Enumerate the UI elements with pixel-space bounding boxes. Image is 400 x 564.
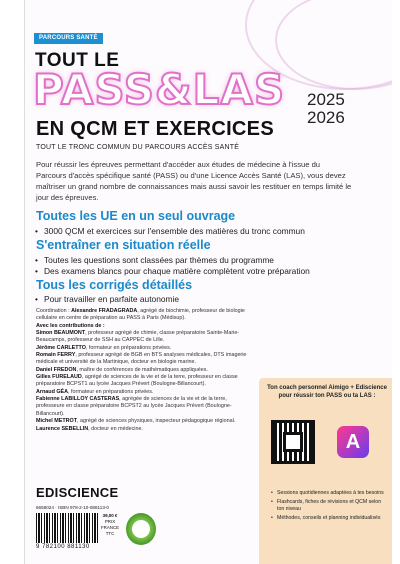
contributor: Laurence SEBELLIN, docteur en médecine.: [36, 425, 143, 432]
price: 39,00 €: [102, 513, 118, 518]
barcode-number: 9 782100 881130: [36, 544, 90, 550]
promo-title: Ton coach personnel Aimigo + Ediscience pour réussir ton PASS ou ta LAS :: [267, 385, 387, 399]
coordinator-name: Alexandre FRADAGRADA: [71, 308, 138, 314]
title-main: PASS&LAS: [33, 65, 286, 114]
price-box: [101, 513, 119, 537]
promo-box: [259, 378, 392, 564]
price-country: FRANCE: [101, 525, 120, 530]
aimigo-app-icon: A: [337, 426, 369, 458]
section-title: Toutes les UE en un seul ouvrage: [36, 209, 236, 223]
coordination-line: Coordination : Alexandre FRADAGRADA, agrégé de biochimie, professeur de biologie cellulaire en centre de préparation au PASS à Paris (Médisup).: [36, 308, 245, 322]
section-bullet: • 3000 QCM et exercices sur l'ensemble des matières du tronc commun: [44, 226, 305, 236]
category-badge: PARCOURS SANTÉ: [34, 33, 103, 44]
contributor: Simon BEAUMONT, professeur agrégé de chimie, classe préparatoire Sainte-Marie-Beaucamps, professeur de SSH au CAPPEC de Lille.: [36, 330, 240, 344]
contributor: Daniel FREDON, maître de conférences de mathématiques appliquées.: [36, 366, 208, 373]
promo-bullet: • Méthodes, conseils et planning individualisés: [271, 515, 389, 523]
contributor: Romain FERRY, professeur agrégé de BGB en BTS analyses médicales, DTS imagerie médicale et université de la Martinique, docteur en biologie marine.: [36, 352, 247, 366]
title-prefix: TOUT LE: [35, 50, 120, 71]
eco-seal-icon: [126, 513, 156, 545]
price-label: PRIX: [104, 519, 116, 524]
contributor: Jérôme CARLETTO, formateur en préparations privées.: [36, 344, 172, 351]
tagline: TOUT LE TRONC COMMUN DU PARCOURS ACCÈS SANTÉ: [36, 144, 240, 151]
contributor: Fabienne LABILLOY CASTERAS, agrégée de sciences de la vie et de la terre, professeure en classe préparatoire BCPST2 au lycée Jacques Prévert (Boulogne-Billancourt).: [36, 396, 232, 417]
credits: [36, 308, 252, 433]
barcode-icon: [36, 513, 98, 543]
section-title: S'entraîner en situation réelle: [36, 238, 211, 252]
qr-code-icon[interactable]: [271, 420, 315, 464]
promo-bullets: [271, 490, 389, 523]
section-bullet: • Des examens blancs pour chaque matière complètent votre préparation: [44, 266, 310, 276]
qr-center-icon: [283, 432, 303, 452]
contributor: Michel METROT, agrégé de sciences physiques, inspecteur pédagogique régional.: [36, 418, 236, 425]
contributor: Gilles FURELAUD, agrégé de sciences de la vie et de la terre, professeur en classe préparatoire BCPST1 au lycée Jacques Prévert (Boulogne-Billancourt).: [36, 374, 238, 388]
contributor: Arnaud GÉA, formateur en préparations privées.: [36, 388, 154, 395]
intro-paragraph: Pour réussir les épreuves permettant d'accéder aux études de médecine à l'issue du Parcours d'accès spécifique santé (PASS) ou d'une Licence Accès Santé (LAS), vous devez maîtriser un grand nombre de connaissances mais aussi savoir les restituer en temps limité le jour des épreuves.: [36, 160, 352, 202]
isbn-line: 6658024 · ISBN 978-2-10-088113-0: [36, 505, 109, 510]
section-bullet: • Pour travailler en parfaite autonomie: [44, 294, 179, 304]
contributions-label: Avec les contributions de :: [36, 322, 105, 329]
section-bullet: • Toutes les questions sont classées par thèmes du programme: [44, 255, 274, 265]
promo-bullet: • Flashcards, fiches de révisions et QCM selon ton niveau: [271, 499, 389, 514]
price-tax: TTC: [105, 531, 115, 536]
promo-bullet: • Sessions quotidiennes adaptées à tes besoins: [271, 490, 389, 498]
year-start: 2025: [307, 90, 345, 109]
publisher-logo: EDISCIENCE: [36, 485, 119, 500]
subtitle: EN QCM ET EXERCICES: [36, 118, 274, 140]
section-title: Tous les corrigés détaillés: [36, 278, 193, 292]
year-end: 2026: [307, 108, 345, 127]
